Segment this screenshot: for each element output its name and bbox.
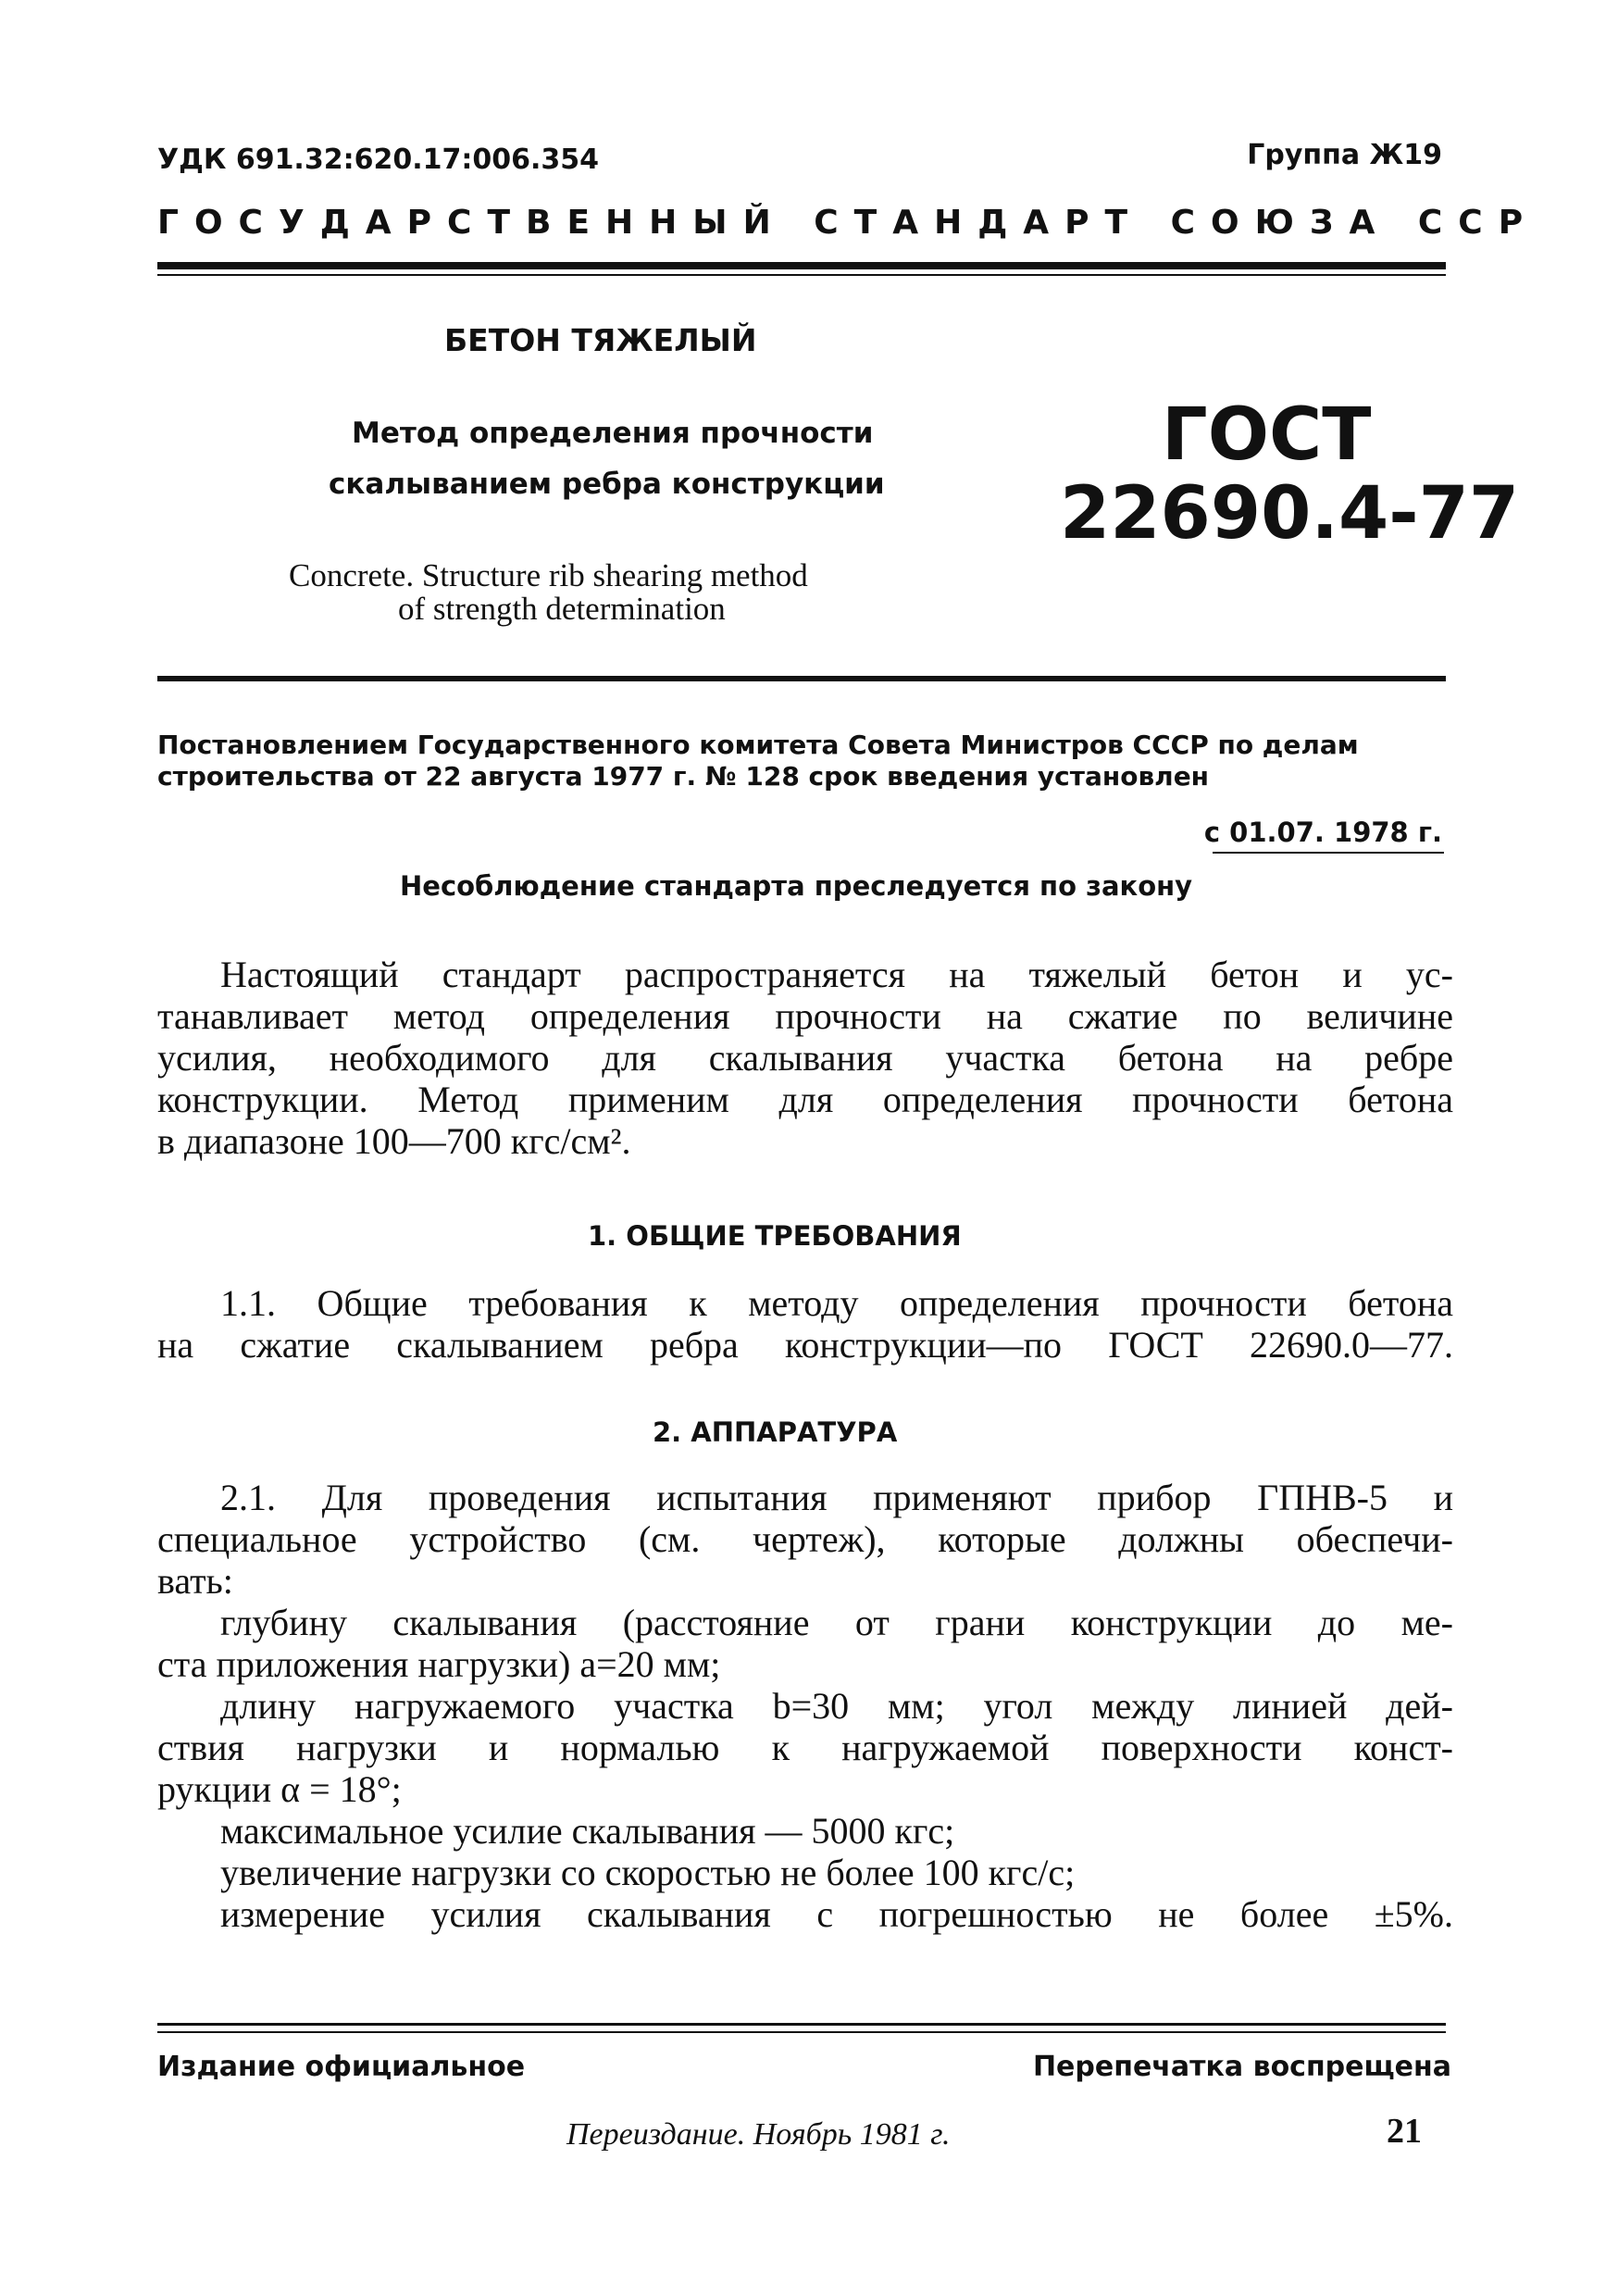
document-title: БЕТОН ТЯЖЕЛЫЙ: [444, 322, 757, 358]
state-standard-banner: ГОСУДАРСТВЕННЫЙ СТАНДАРТ СОЮЗА ССР: [157, 204, 1539, 242]
section-2-line: рукции α = 18°;: [157, 1768, 402, 1810]
footer-rule-2: [157, 2031, 1446, 2033]
legal-warning: Несоблюдение стандарта преследуется по закону: [400, 870, 1193, 902]
section-2-line: ста приложения нагрузки) a=20 мм;: [157, 1643, 721, 1685]
intro-line: усилия, необходимого для скалывания участка бетона на ребре: [157, 1037, 1453, 1079]
reissue-note: Переиздание. Ноябрь 1981 г.: [566, 2117, 951, 2152]
official-edition-label: Издание официальное: [157, 2051, 526, 2083]
section-2-line: вать:: [157, 1560, 233, 1602]
english-title-line-1: Concrete. Structure rib shearing method: [289, 557, 808, 593]
header-rule-thin: [157, 274, 1446, 276]
section-1-heading: 1. ОБЩИЕ ТРЕБОВАНИЯ: [588, 1220, 962, 1252]
intro-line: танавливает метод определения прочности на сжатие по величине: [157, 995, 1453, 1037]
section-2-line: измерение усилия скалывания с погрешностью не более ±5%.: [220, 1893, 1453, 1935]
section-1-line: на сжатие скалыванием ребра конструкции—по ГОСТ 22690.0—77.: [157, 1324, 1453, 1366]
section-2-line: ствия нагрузки и нормалью к нагружаемой поверхности конст-: [157, 1727, 1453, 1768]
section-1-body: [157, 1282, 1453, 1366]
resolution-line-2: строительства от 22 августа 1977 г. № 128 срок введения установлен: [157, 761, 1210, 792]
header-rule-thick: [157, 262, 1446, 269]
intro-line: конструкции. Метод применим для определения прочности бетона: [157, 1079, 1453, 1120]
footer-rule-1: [157, 2023, 1446, 2026]
intro-paragraph: [157, 954, 1453, 1162]
udk-code: УДК 691.32:620.17:006.354: [157, 144, 599, 176]
title-rule: [157, 676, 1446, 681]
group-code: Группа Ж19: [1247, 139, 1442, 171]
gost-number: 22690.4-77: [1060, 472, 1520, 555]
reprint-prohibited-label: Перепечатка воспрещена: [1032, 2051, 1451, 2083]
section-2-line: глубину скалывания (расстояние от грани конструкции до ме-: [220, 1602, 1453, 1643]
intro-line: в диапазоне 100—700 кгс/см².: [157, 1120, 631, 1162]
section-2-line: максимальное усилие скалывания — 5000 кгс;: [220, 1810, 955, 1852]
gost-label: ГОСТ: [1162, 393, 1372, 477]
resolution-line-1: Постановлением Государственного комитета Совета Министров СССР по делам: [157, 730, 1359, 760]
subtitle-line-1: Метод определения прочности: [352, 417, 874, 450]
section-2-heading: 2. АППАРАТУРА: [653, 1416, 898, 1448]
section-2-line: длину нагружаемого участка b=30 мм; угол между линией дей-: [220, 1685, 1453, 1727]
intro-line: Настоящий стандарт распространяется на тяжелый бетон и ус-: [220, 954, 1453, 995]
section-2-line: увеличение нагрузки со скоростью не более 100 кгс/с;: [220, 1852, 1076, 1893]
page-number: 21: [1387, 2112, 1422, 2151]
date-underline: [1213, 852, 1444, 854]
effective-date: с 01.07. 1978 г.: [1203, 817, 1442, 848]
section-2-body: [157, 1477, 1453, 1935]
subtitle-line-2: скалыванием ребра конструкции: [329, 468, 885, 501]
section-1-line: 1.1. Общие требования к методу определения прочности бетона: [220, 1282, 1453, 1324]
english-title-line-2: of strength determination: [398, 591, 726, 627]
section-2-line: 2.1. Для проведения испытания применяют прибор ГПНВ-5 и: [220, 1477, 1453, 1518]
section-2-line: специальное устройство (см. чертеж), которые должны обеспечи-: [157, 1518, 1453, 1560]
